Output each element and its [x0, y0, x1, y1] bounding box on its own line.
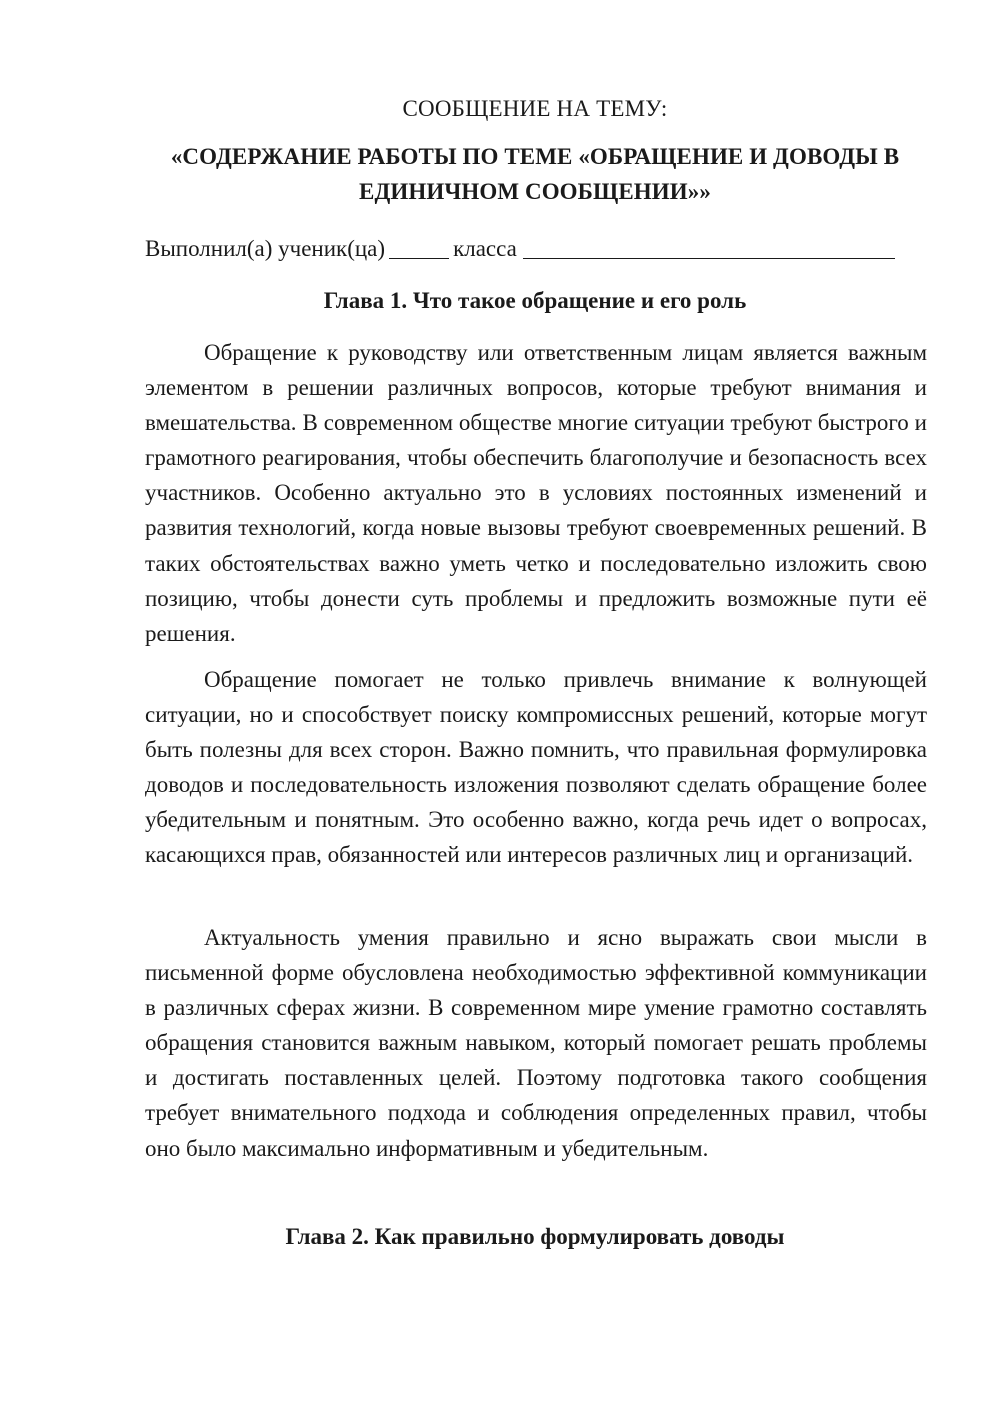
document-title-line-2: ЕДИНИЧНОМ СООБЩЕНИИ»»	[359, 179, 711, 204]
chapter-2-heading: Глава 2. Как правильно формулировать доводы	[285, 1224, 785, 1249]
chapter-1-heading: Глава 1. Что такое обращение и его роль	[323, 288, 747, 313]
document-title-line-1: «СОДЕРЖАНИЕ РАБОТЫ ПО ТЕМЕ «ОБРАЩЕНИЕ И ДОВОДЫ В	[170, 144, 900, 169]
class-label: класса	[453, 236, 517, 261]
grade-blank-field	[389, 236, 449, 259]
paragraph-1: Обращение к руководству или ответственным лицам является важным элементом в решении различных вопросов, которые требуют внимания и вмешательства. В современном обществе многие ситуации требуют быстрого и грамотного реагирования, чтобы обеспечить благополучие и безопасность всех участников. Особенно актуально это в условиях постоянных изменений и развития технологий, когда новые вызовы требуют своевременных решений. В таких обстоятельствах важно уметь четко и последовательно изложить свою позицию, чтобы донести суть проблемы и предложить возможные пути её решения.	[145, 340, 927, 646]
class-name-blank-field	[523, 236, 895, 259]
document-header: СООБЩЕНИЕ НА ТЕМУ:	[402, 96, 668, 121]
performer-label: Выполнил(а) ученик(ца)	[145, 236, 386, 261]
paragraph-3: Актуальность умения правильно и ясно выражать свои мысли в письменной форме обусловлена необходимостью эффективной коммуникации в различных сферах жизни. В современном мире умение грамотно составлять обращения становится важным навыком, который помогает решать проблемы и достигать поставленных целей. Поэтому подготовка такого сообщения требует внимательного подхода и соблюдения определенных правил, чтобы оно было максимально информативным и убедительным.	[145, 925, 927, 1161]
performer-line	[145, 233, 895, 262]
paragraph-2: Обращение помогает не только привлечь внимание к волнующей ситуации, но и способствует поиску компромиссных решений, которые могут быть полезны для всех сторон. Важно помнить, что правильная формулировка доводов и последовательность изложения позволяют сделать обращение более убедительным и понятным. Это особенно важно, когда речь идет о вопросах, касающихся прав, обязанностей или интересов различных лиц и организаций.	[145, 667, 927, 868]
